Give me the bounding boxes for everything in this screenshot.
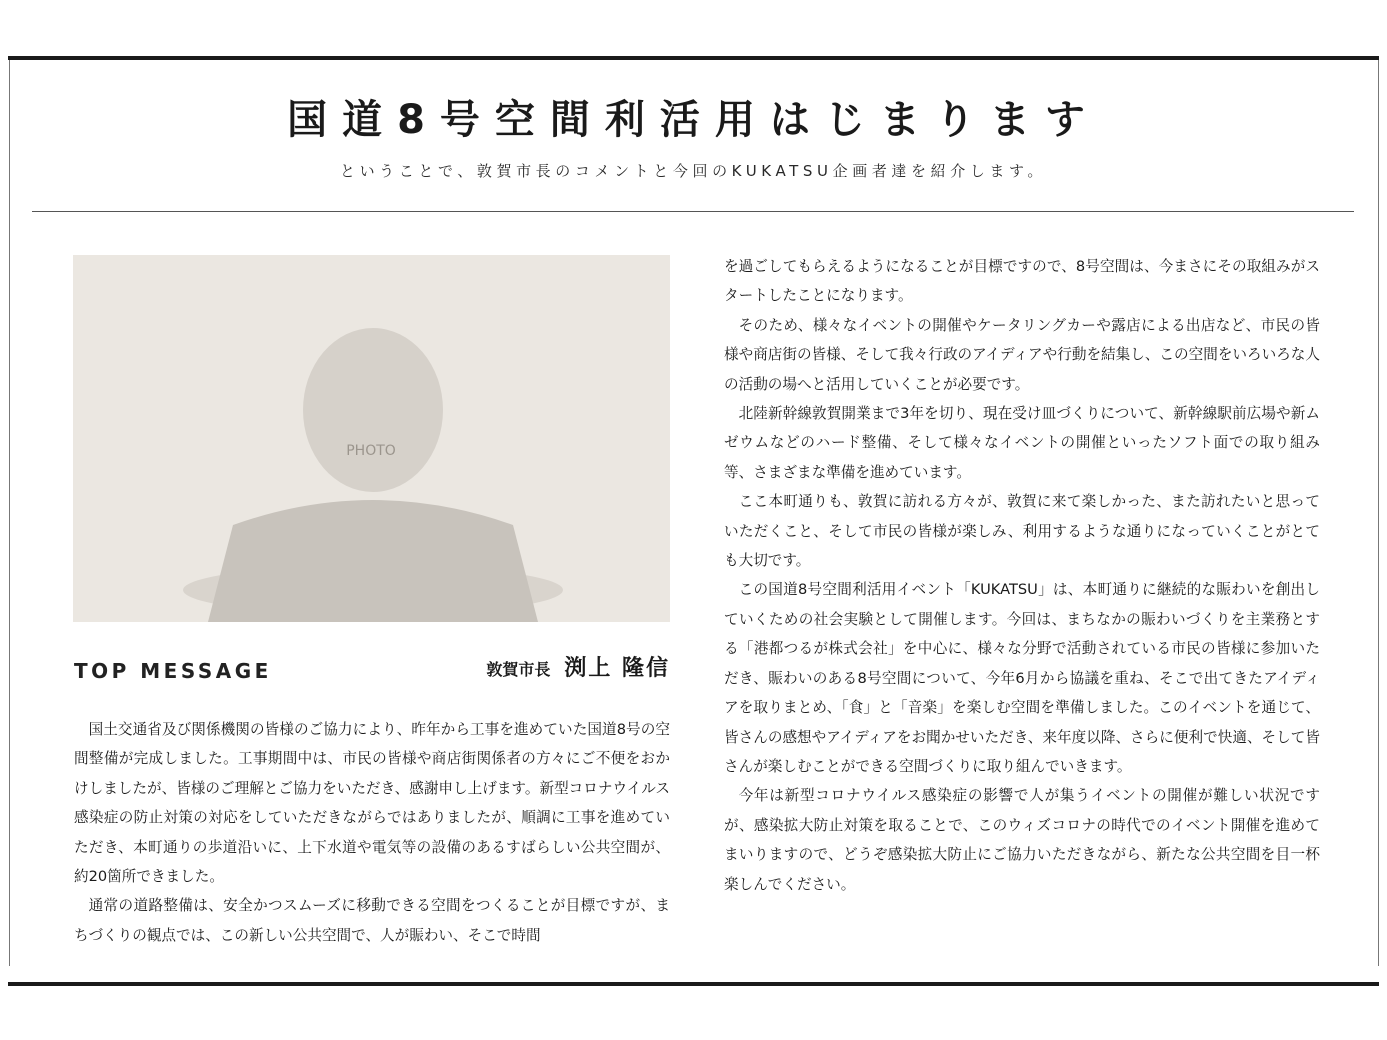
paragraph: 今年は新型コロナウイルス感染症の影響で人が集うイベントの開催が難しい状況ですが、感染拡大防止対策を取ることで、このウィズコロナの時代でのイベント開催を進めてまいりますので、どうぞ感染拡大防止にご協力いただきながら、新たな公共空間を目一杯楽しんでください。 xyxy=(724,787,1320,893)
page-subtitle: ということで、敦賀市長のコメントと今回のKUKATSU企画者達を紹介します。 xyxy=(339,162,1048,180)
speaker-name: 渕上 隆信 xyxy=(564,656,670,681)
paragraph: そのため、様々なイベントの開催やケータリングカーや露店による出店など、市民の皆様や商店街の皆様、そして我々行政のアイディアや行動を結集し、この空間をいろいろな人の活動の場へと活用していくことが必要です。 xyxy=(724,316,1320,393)
paragraph: 国土交通省及び関係機関の皆様のご協力により、昨年から工事を進めていた国道8号の空間整備が完成しました。工事期間中は、市民の皆様や商店街関係者の方々にご不便をおかけしましたが、皆様のご理解とご協力をいただき、感謝申し上げます。新型コロナウイルス感染症の防止対策の対応をしていただきながらではありましたが、順調に工事を進めていただき、本町通りの歩道沿いに、上下水道や電気等の設備のあるすばらしい公共空間が、約20箇所できました。 xyxy=(74,721,670,886)
photo-placeholder-figure xyxy=(73,255,670,622)
message-body-right xyxy=(724,252,1320,899)
speaker-credit xyxy=(486,652,670,687)
header-divider xyxy=(32,211,1354,212)
speaker-role: 敦賀市長 xyxy=(486,660,551,679)
paragraph: この国道8号空間利活用イベント「KUKATSU」は、本町通りに継続的な賑わいを創出していくための社会実験として開催します。今回は、まちなかの賑わいづくりを主業務とする「港都つるが株式会社」を中心に、様々な分野で活動されている市民の皆様に参加いただき、賑わいのある8号空間について、今年6月から協議を重ね、そこで出てきたアイディアを取りまとめ、「食」と「音楽」を楽しむ空間を準備しました。このイベントを通じて、皆さんの感想やアイディアをお聞かせいただき、来年度以降、さらに便利で快適、そして皆さんが楽しむことができる空間づくりに取り組んでいきます。 xyxy=(724,581,1320,775)
paragraph: ここ本町通りも、敦賀に訪れる方々が、敦賀に来て楽しかった、また訪れたいと思っていただくこと、そして市民の皆様が楽しみ、利用するような通りになっていくことがとても大切です。 xyxy=(724,493,1320,570)
page-title: 国道8号空間利活用はじまります xyxy=(287,97,1100,143)
speaker-photo xyxy=(73,255,670,622)
paragraph: 通常の道路整備は、安全かつスムーズに移動できる空間をつくることが目標ですが、まちづくりの観点では、この新しい公共空間で、人が賑わい、そこで時間 xyxy=(74,897,670,944)
top-rule xyxy=(8,56,1379,60)
right-border xyxy=(1378,60,1379,966)
section-label: TOP MESSAGE xyxy=(74,659,272,683)
left-border xyxy=(9,60,10,966)
message-body-left xyxy=(74,715,670,950)
bottom-rule xyxy=(8,982,1379,986)
paragraph: を過ごしてもらえるようになることが目標ですので、8号空間は、今まさにその取組みがスタートしたことになります。 xyxy=(724,258,1320,305)
svg-text:PHOTO: PHOTO xyxy=(346,443,396,459)
paragraph: 北陸新幹線敦賀開業まで3年を切り、現在受け皿づくりについて、新幹線駅前広場や新ムゼウムなどのハード整備、そして様々なイベントの開催といったソフト面での取り組み等、さまざまな準備を進めています。 xyxy=(724,405,1320,481)
